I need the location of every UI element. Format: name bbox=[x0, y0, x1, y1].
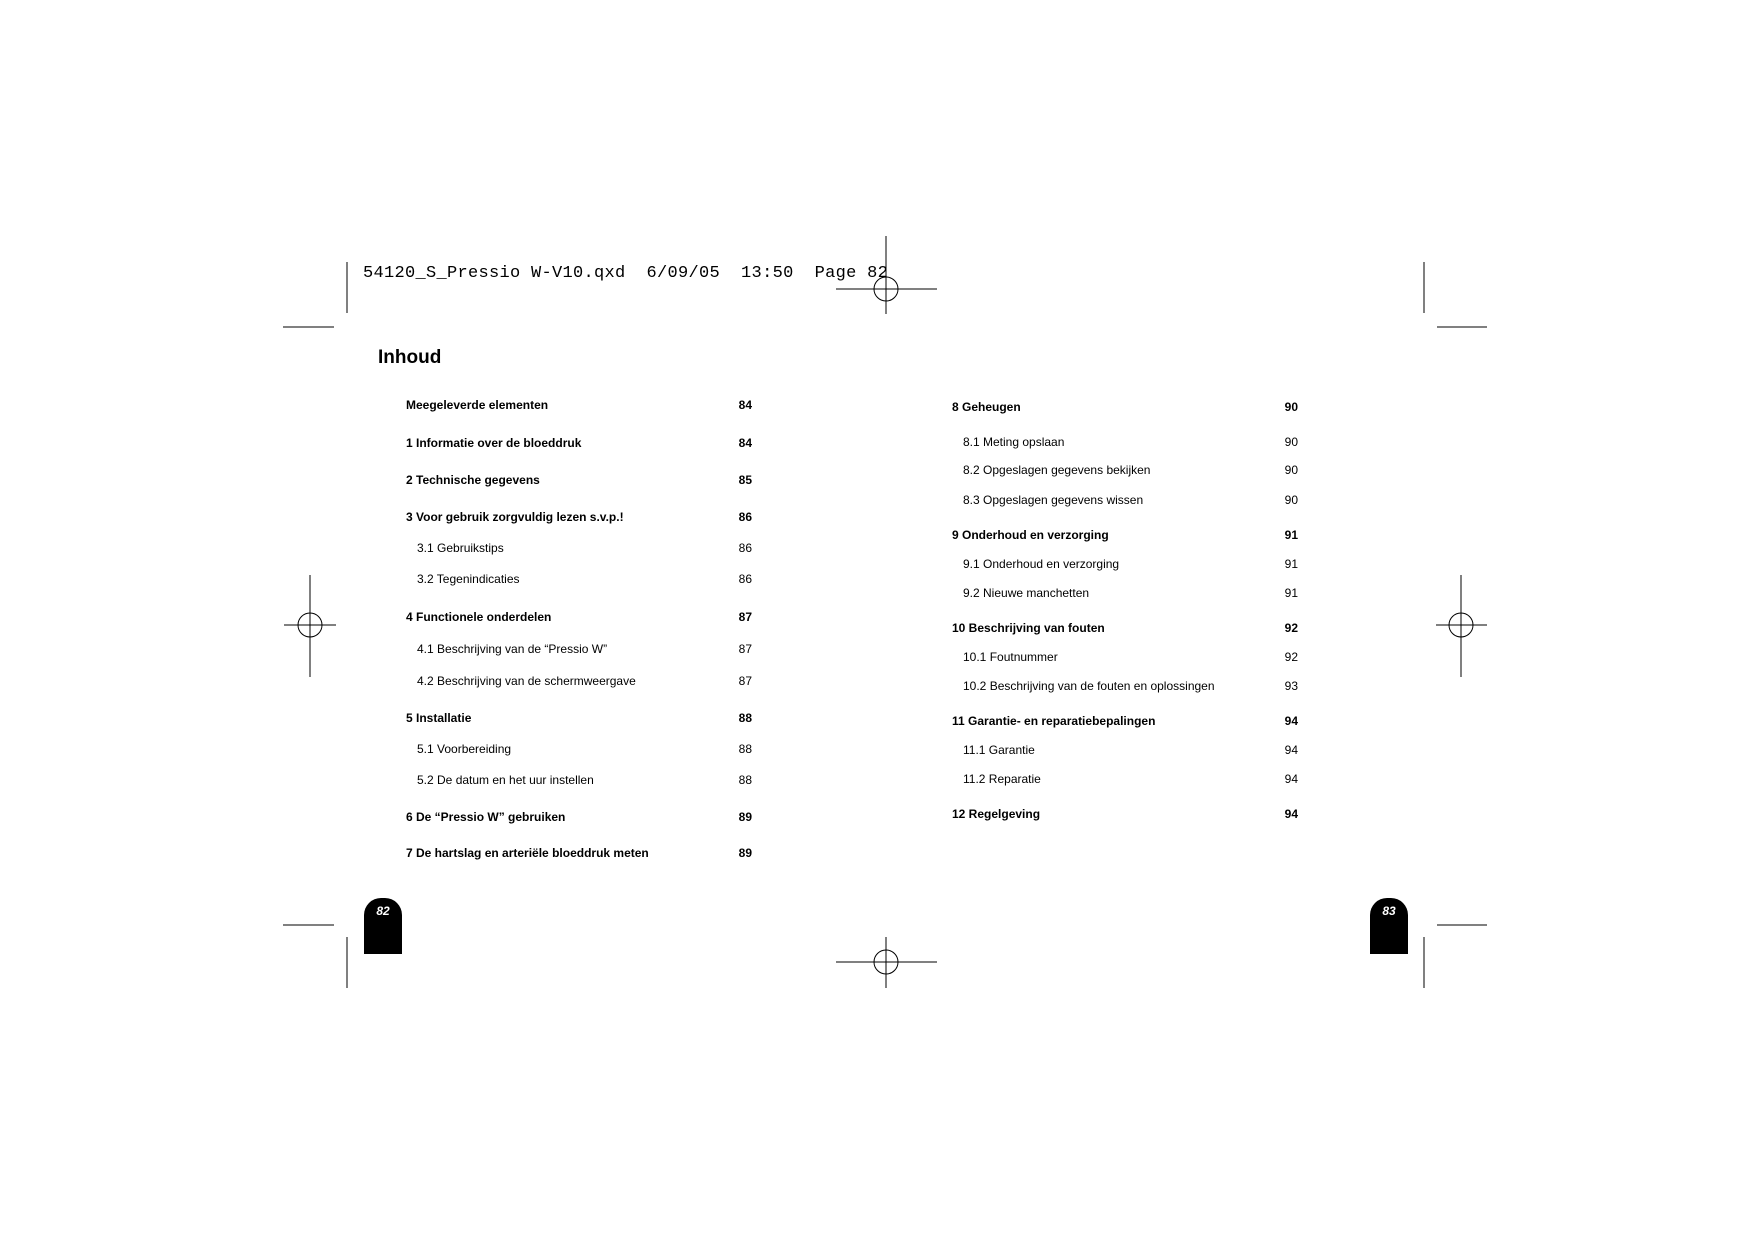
toc-entry-page: 88 bbox=[738, 773, 752, 787]
toc-entry-label: 5.1 Voorbereiding bbox=[417, 742, 512, 756]
toc-entry-label: 6 De “Pressio W” gebruiken bbox=[406, 810, 566, 824]
toc-entry-label: Meegeleverde elementen bbox=[406, 398, 549, 412]
toc-entry-page: 88 bbox=[738, 711, 752, 725]
toc-entry-label: 11 Garantie- en reparatiebepalingen bbox=[952, 714, 1156, 728]
page-number-left: 82 bbox=[376, 904, 390, 918]
toc-entry-label: 4 Functionele onderdelen bbox=[406, 610, 552, 624]
toc-entry-page: 91 bbox=[1284, 557, 1298, 571]
toc-entry-label: 12 Regelgeving bbox=[952, 807, 1041, 821]
toc-entry-label: 11.2 Reparatie bbox=[963, 772, 1041, 786]
toc-entry-page: 87 bbox=[738, 610, 752, 624]
toc-entry-page: 87 bbox=[738, 674, 752, 688]
toc-entry-label: 10.1 Foutnummer bbox=[963, 650, 1058, 664]
toc-entry-page: 93 bbox=[1284, 679, 1298, 693]
toc-entry-page: 94 bbox=[1284, 714, 1298, 728]
toc-entry-label: 8.1 Meting opslaan bbox=[963, 435, 1065, 449]
toc-entry-page: 90 bbox=[1284, 493, 1298, 507]
toc-entry-page: 84 bbox=[738, 436, 752, 450]
page-number-tab-left bbox=[364, 898, 402, 954]
file-slug: 54120_S_Pressio W-V10.qxd 6/09/05 13:50 Page 82 bbox=[363, 264, 889, 283]
toc-entry-label: 9.2 Nieuwe manchetten bbox=[963, 586, 1090, 600]
page-title: Inhoud bbox=[378, 347, 442, 368]
toc-entry-label: 3.1 Gebruikstips bbox=[417, 541, 504, 555]
page-number-right: 83 bbox=[1382, 904, 1396, 918]
toc-entry-page: 90 bbox=[1284, 435, 1298, 449]
toc-entry-page: 91 bbox=[1284, 528, 1298, 542]
toc-entry-page: 86 bbox=[738, 541, 752, 555]
toc-entry-label: 8 Geheugen bbox=[952, 400, 1021, 414]
toc-entry-label: 9 Onderhoud en verzorging bbox=[952, 528, 1109, 542]
toc-entry-label: 4.1 Beschrijving van de “Pressio W” bbox=[417, 642, 608, 656]
toc-entry-page: 94 bbox=[1284, 743, 1298, 757]
toc-entry-page: 91 bbox=[1284, 586, 1298, 600]
toc-entry-label: 11.1 Garantie bbox=[963, 743, 1035, 757]
toc-entry-page: 90 bbox=[1284, 463, 1298, 477]
toc-entry-page: 92 bbox=[1284, 650, 1298, 664]
toc-entry-page: 89 bbox=[738, 810, 752, 824]
page-number-tab-right bbox=[1370, 898, 1408, 954]
toc-entry-page: 86 bbox=[738, 510, 752, 524]
toc-entry-page: 90 bbox=[1284, 400, 1298, 414]
toc-entry-label: 3.2 Tegenindicaties bbox=[417, 572, 520, 586]
toc-entry-label: 7 De hartslag en arteriële bloeddruk meten bbox=[406, 846, 649, 860]
toc-entry-label: 1 Informatie over de bloeddruk bbox=[406, 436, 582, 450]
toc-entry-page: 86 bbox=[738, 572, 752, 586]
toc-entry-label: 10 Beschrijving van fouten bbox=[952, 621, 1105, 635]
toc-entry-page: 87 bbox=[738, 642, 752, 656]
toc-entry-label: 9.1 Onderhoud en verzorging bbox=[963, 557, 1120, 571]
toc-entry-page: 85 bbox=[738, 473, 752, 487]
toc-entry-label: 2 Technische gegevens bbox=[406, 473, 540, 487]
toc-entry-label: 4.2 Beschrijving van de schermweergave bbox=[417, 674, 636, 688]
toc-entry-label: 5.2 De datum en het uur instellen bbox=[417, 773, 594, 787]
toc-entry-page: 92 bbox=[1284, 621, 1298, 635]
toc-entry-page: 89 bbox=[738, 846, 752, 860]
toc-entry-page: 84 bbox=[738, 398, 752, 412]
toc-entry-label: 8.3 Opgeslagen gegevens wissen bbox=[963, 493, 1144, 507]
toc-entry-label: 3 Voor gebruik zorgvuldig lezen s.v.p.! bbox=[406, 510, 624, 524]
toc-entry-label: 5 Installatie bbox=[406, 711, 472, 725]
toc-entry-label: 8.2 Opgeslagen gegevens bekijken bbox=[963, 463, 1151, 477]
toc-entry-page: 88 bbox=[738, 742, 752, 756]
toc-entry-page: 94 bbox=[1284, 807, 1298, 821]
toc-entry-page: 94 bbox=[1284, 772, 1298, 786]
toc-entry-label: 10.2 Beschrijving van de fouten en oplossingen bbox=[963, 679, 1215, 693]
